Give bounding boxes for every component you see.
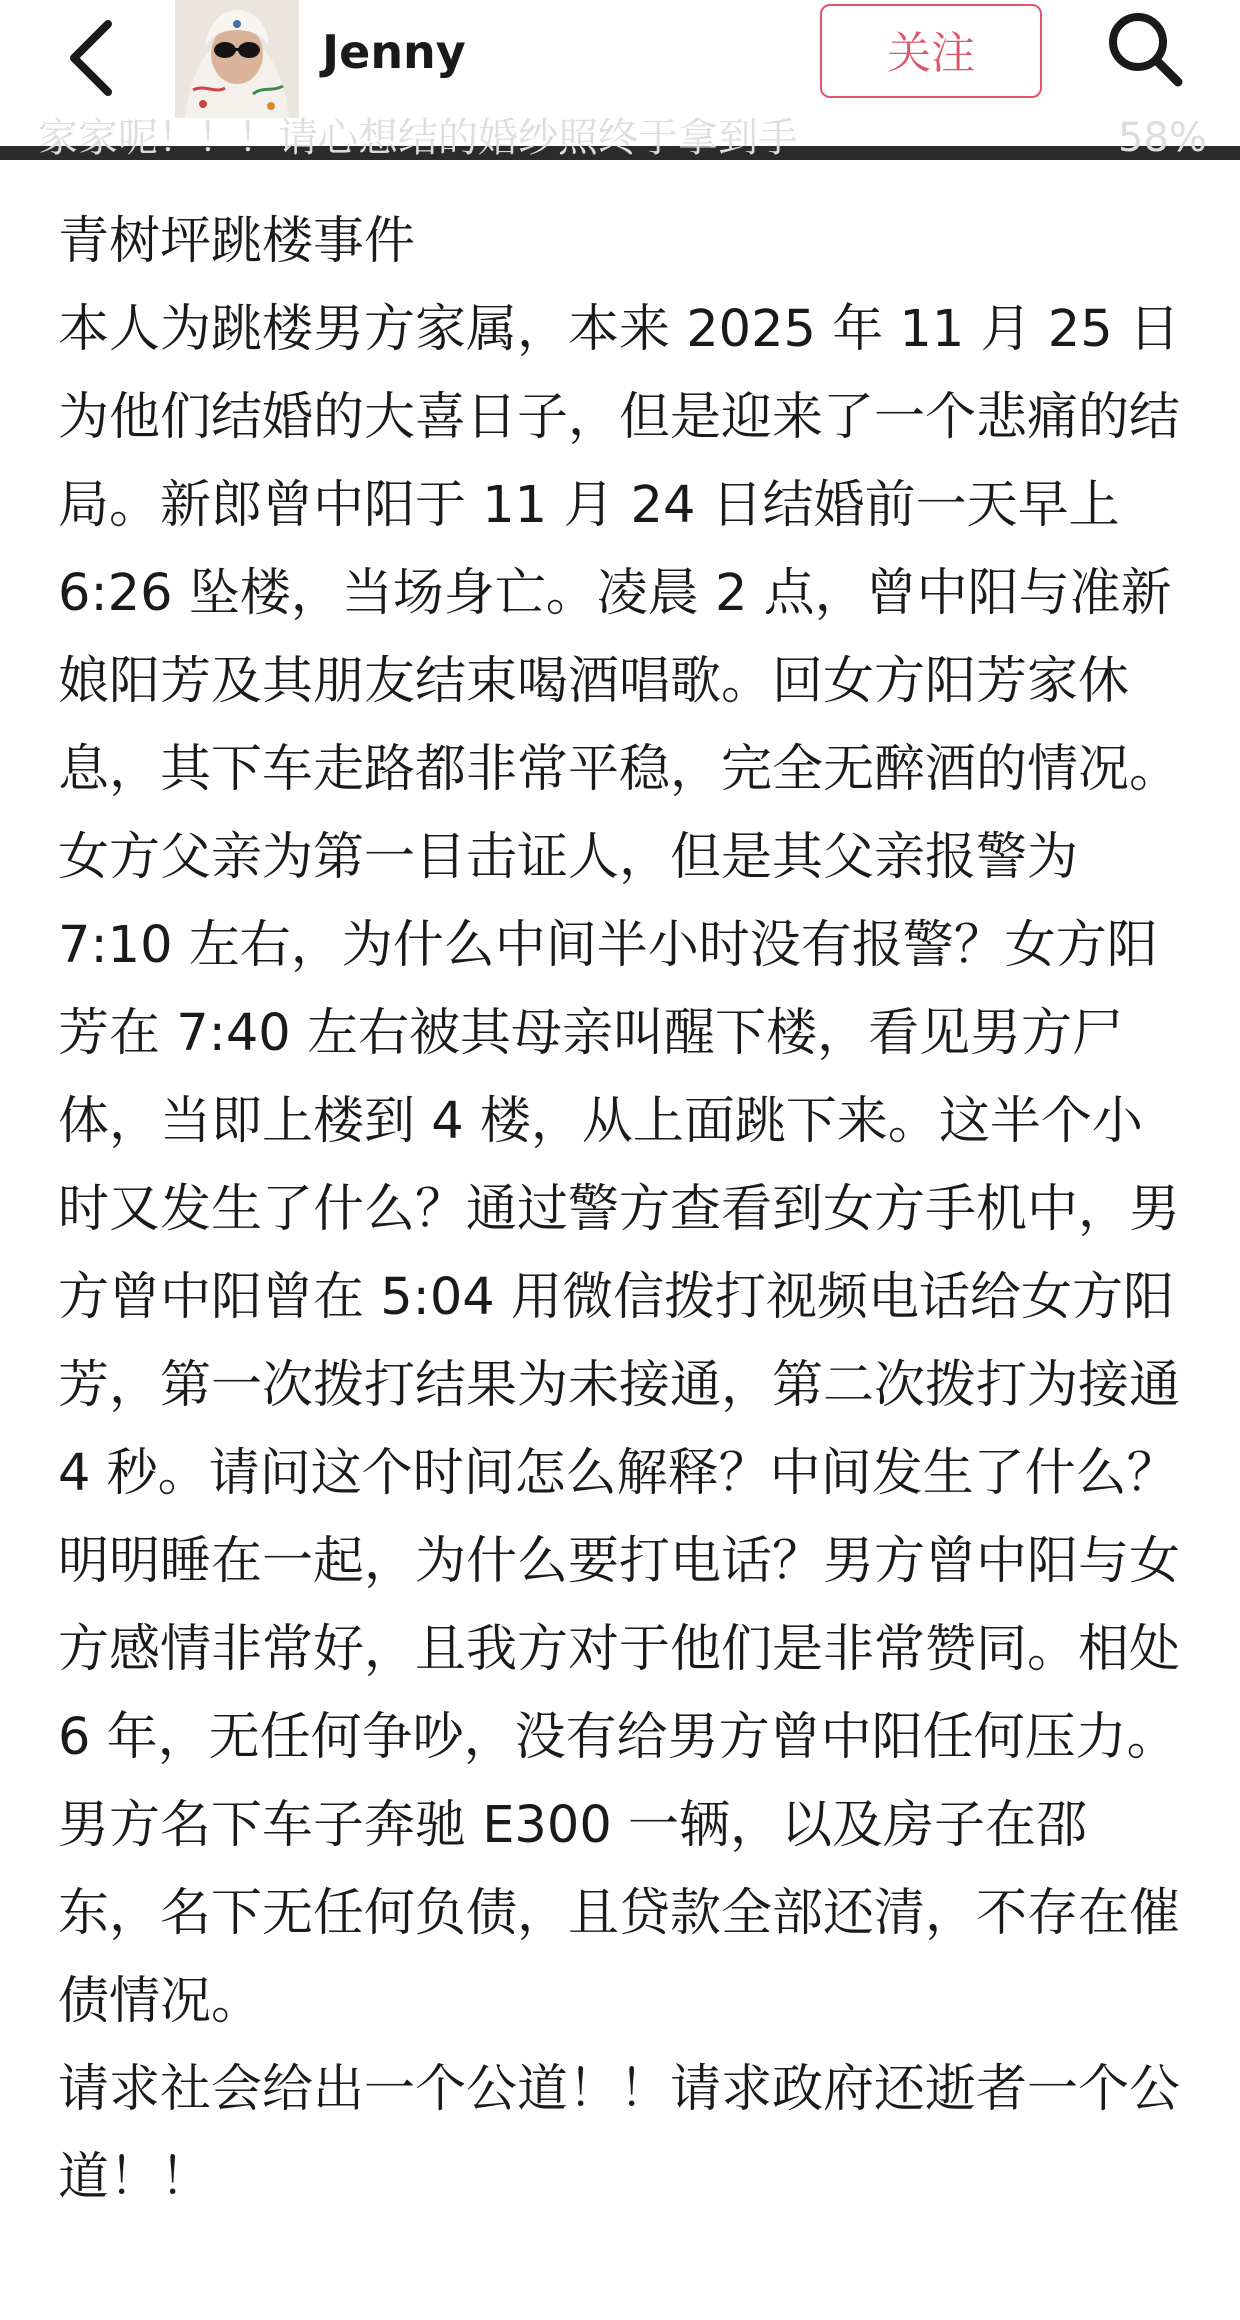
avatar[interactable] <box>175 0 299 118</box>
post-content <box>58 198 1188 2222</box>
avatar-image <box>175 0 299 118</box>
follow-button[interactable]: 关注 <box>820 4 1042 98</box>
post-title: 青树坪跳楼事件 <box>58 212 416 271</box>
back-button[interactable] <box>58 8 158 108</box>
post-body: 本人为跳楼男方家属，本来 2025 年 11 月 25 日为他们结婚的大喜日子，但是迎来了一个悲痛的结局。新郎曾中阳于 11 月 24 日结婚前一天早上 6:26 坠楼，当场身亡。凌晨 2 点，曾中阳与准新娘阳芳及其朋友结束喝酒唱歌。回女方阳芳家休息，其下车走路都非常平稳，完全无醉酒的情况。女方父亲为第一目击证人，但是其父亲报警为 7:10 左右，为什么中间半小时没有报警？女方阳芳在 7:40 左右被其母亲叫醒下楼，看见男方尸体，当即上楼到 4 楼，从上面跳下来。这半个小时又发生了什么？通过警方查看到女方手机中，男方曾中阳曾在 5:04 用微信拨打视频电话给女方阳芳，第一次拨打结果为未接通，第二次拨打为接通 4 秒。请问这个时间怎么解释？中间发生了什么？明明睡在一起，为什么要打电话？男方曾中阳与女方感情非常好，且我方对于他们是非常赞同。相处 6 年，无任何争吵，没有给男方曾中阳任何压力。男方名下车子奔驰 E300 一辆，以及房子在邵东，名下无任何负债，且贷款全部还清，不存在催债情况。 <box>58 300 1181 2031</box>
ticker-percent: 58% <box>1118 115 1207 161</box>
chevron-left-icon <box>58 8 158 108</box>
ticker-bar <box>0 115 1240 161</box>
username[interactable]: Jenny <box>322 25 466 79</box>
search-icon <box>1100 4 1190 94</box>
search-button[interactable] <box>1100 4 1190 94</box>
ticker-text: 家家呢！！！请心想结的婚纱照终于拿到手 <box>38 115 798 161</box>
post-appeal: 请求社会给出一个公道！！请求政府还逝者一个公道！！ <box>58 2060 1181 2207</box>
